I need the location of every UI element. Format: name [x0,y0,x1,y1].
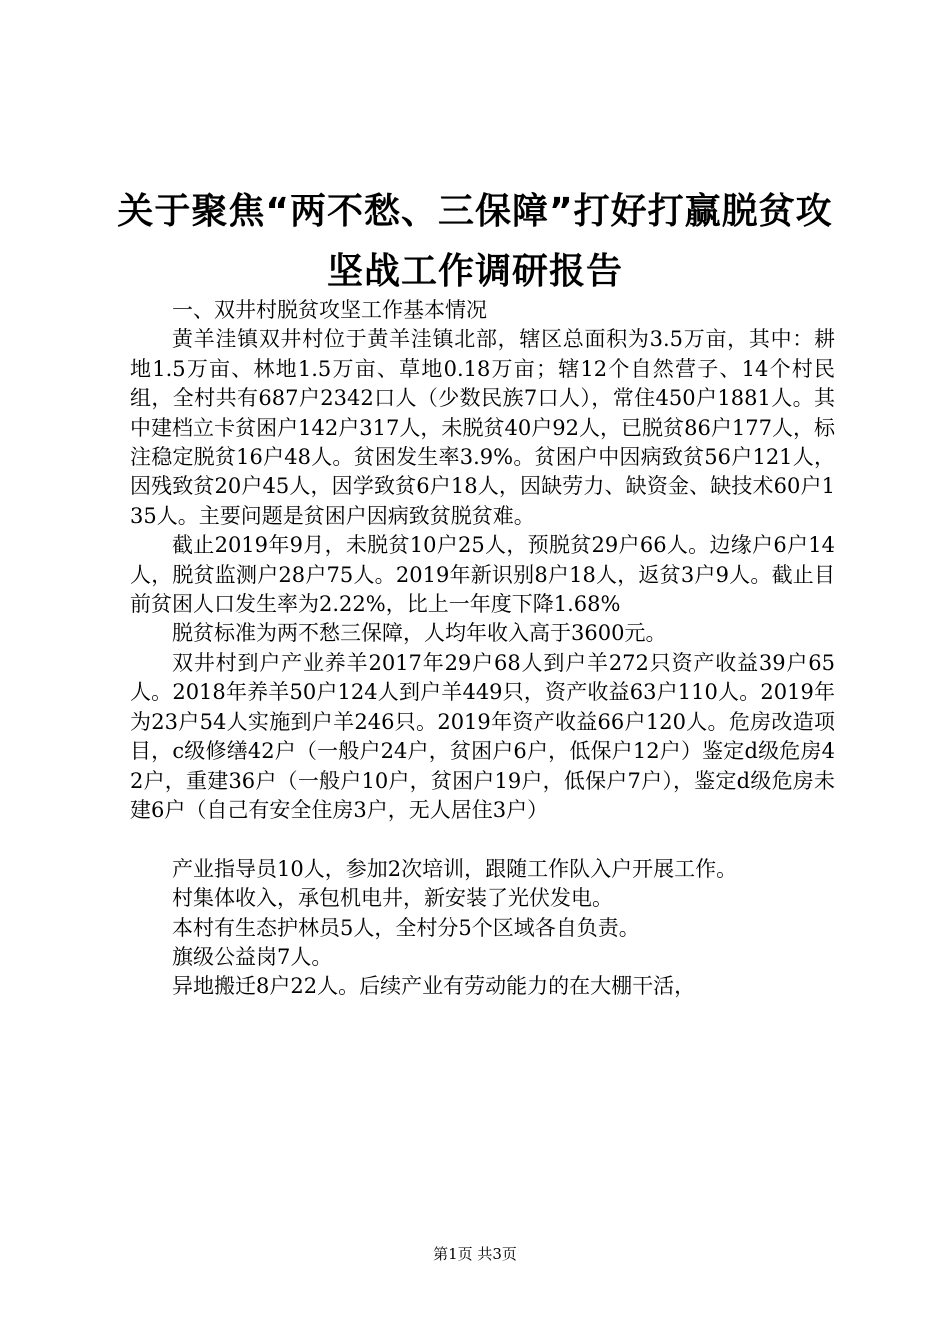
paragraph-standard: 脱贫标准为两不愁三保障，人均年收入高于3600元。 [172,621,667,646]
paragraph-collective-income: 村集体收入，承包机电井，新安装了光伏发电。 [172,886,613,911]
paragraph-relocation: 异地搬迁8户22人。后续产业有劳动能力的在大棚干活， [172,974,696,999]
paragraph-forest-rangers: 本村有生态护林员5人，全村分5个区域各自负责。 [172,915,640,940]
paragraph-instructors: 产业指导员10人，参加2次培训，跟随工作队入户开展工作。 [172,856,738,881]
section-heading: 一、双井村脱贫攻坚工作基本情况 [172,298,487,322]
paragraph-public-posts: 旗级公益岗7人。 [172,944,333,969]
paragraph-progress: 截止2019年9月，未脱贫10户25人，预脱贫29户66人。边缘户6户14人，脱贫监测户28户75人。2019年新识别8户18人，返贫3户9人。截止目前贫困人口发生率为2.22%，比上一年度下降1.68% [130,533,835,617]
paragraph-industry: 双井村到户产业养羊2017年29户68人到户羊272只资产收益39户65人。2018年养羊50户124人到户羊449只，资产收益63户110人。2019年为23户54人实施到户羊246只。2019年资产收益66户120人。危房改造项目，c级修缮42户（一般户24户，贫困户6户，低保户12户）鉴定d级危房42户，重建36户（一般户10户，贫困户19户，低保户7户），鉴定d级危房未建6户（自己有安全住房3户，无人居住3户） [130,650,835,822]
document-body [130,296,835,1002]
document-title [0,182,950,302]
title-line-2: 坚战工作调研报告 [326,251,623,292]
title-line-1: 关于聚焦“两不愁、三保障”打好打赢脱贫攻 [117,191,833,232]
page-total: 共3页 [477,1245,517,1263]
paragraph-overview: 黄羊洼镇双井村位于黄羊洼镇北部，辖区总面积为3.5万亩，其中：耕地1.5万亩、林地1.5万亩、草地0.18万亩；辖12个自然营子、14个村民组，全村共有687户2342口人（少数民族7口人），常住450户1881人。其中建档立卡贫困户142户317人，未脱贫40户92人，已脱贫86户177人，标注稳定脱贫16户48人。贫困发生率3.9%。贫困户中因病致贫56户121人，因残致贫20户45人，因学致贫6户18人，因缺劳力、缺资金、缺技术60户135人。主要问题是贫困户因病致贫脱贫难。 [130,327,835,528]
page-footer [0,1244,950,1264]
page-number: 第1页 [433,1245,473,1263]
